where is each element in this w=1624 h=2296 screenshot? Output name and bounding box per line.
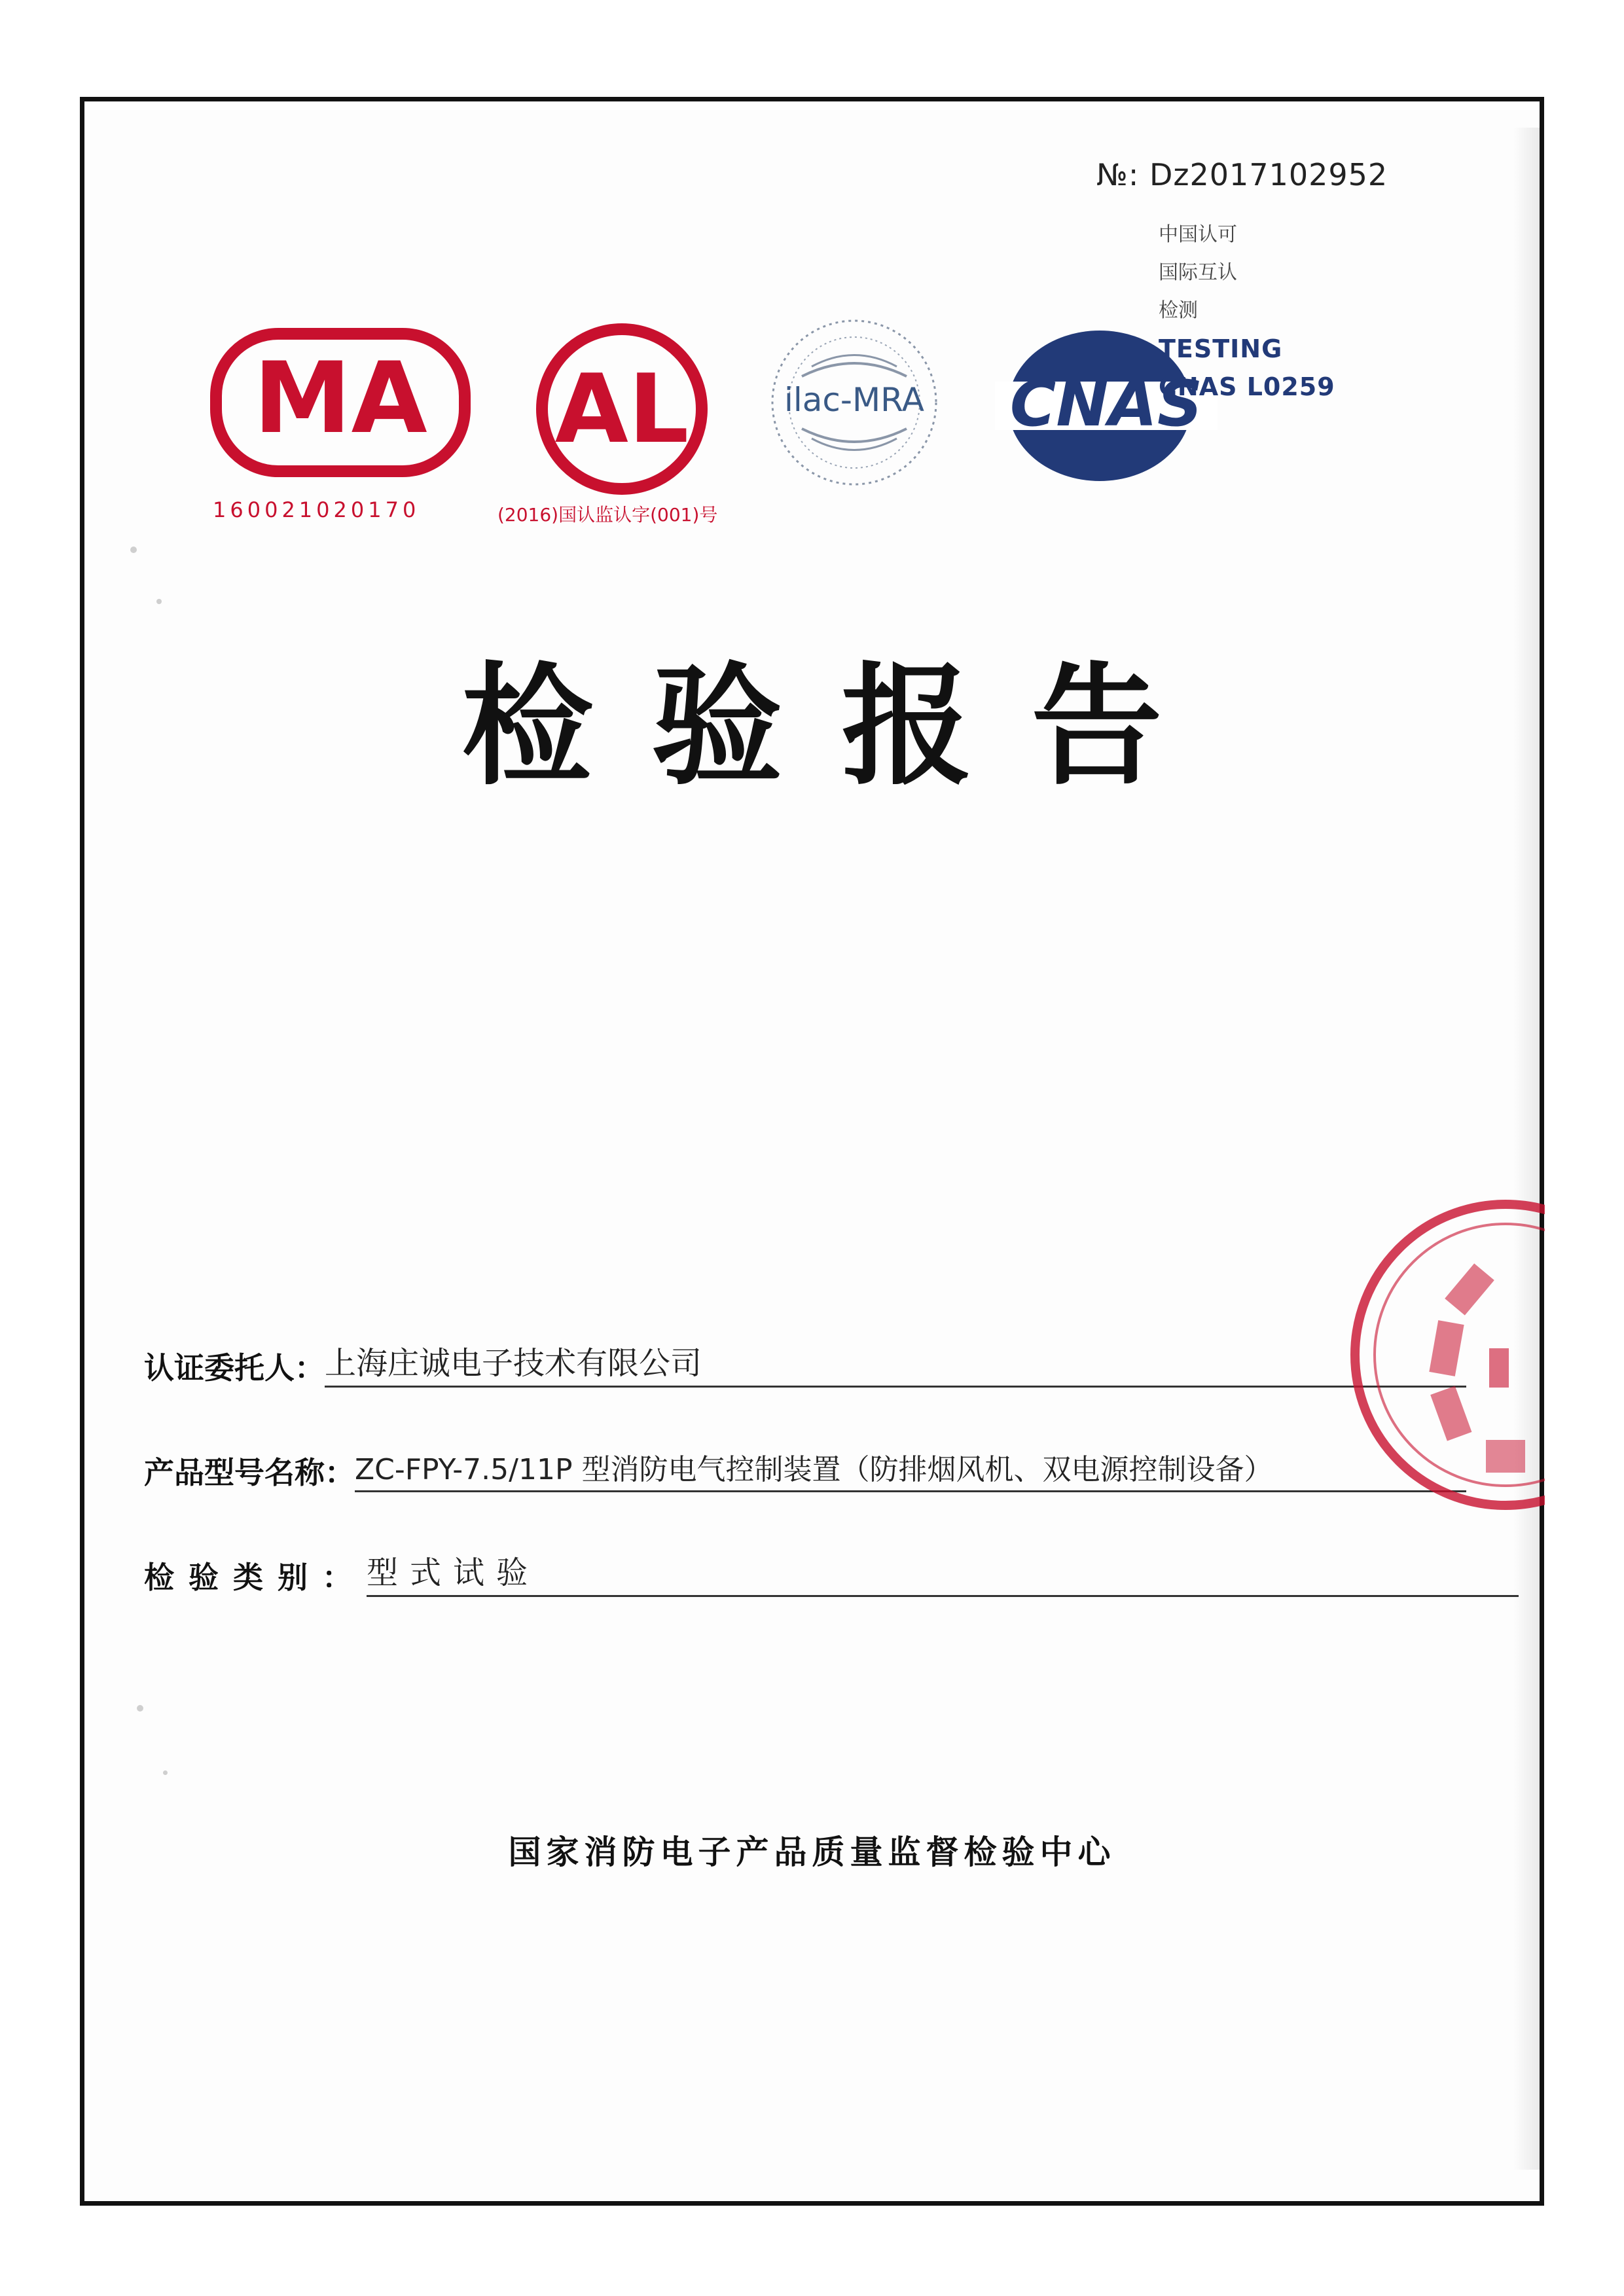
field-product-label: 产品型号名称： xyxy=(144,1455,355,1490)
cal-logo xyxy=(524,321,720,497)
cnas-line-3: 检测 xyxy=(1159,299,1198,322)
report-number: №: Dz2017102952 xyxy=(1096,157,1388,192)
official-seal xyxy=(1348,1185,1545,1528)
page-title: 检验报告 xyxy=(461,651,1221,803)
ilac-logo-text: ilac-MRA xyxy=(784,381,925,419)
field-client-value: 上海庄诚电子技术有限公司 xyxy=(325,1338,1466,1388)
cnas-line-1: 中国认可 xyxy=(1159,223,1237,246)
cnas-line-2: 国际互认 xyxy=(1159,261,1237,284)
scan-speck xyxy=(156,599,162,604)
field-inspection-type-value: 型式试验 xyxy=(367,1547,1519,1597)
ilac-mra-logo xyxy=(766,314,943,491)
cnas-logo-text: CNAS xyxy=(1009,367,1203,440)
field-product xyxy=(144,1440,1466,1492)
cnas-code: CNAS L0259 xyxy=(1159,372,1335,401)
field-client-label: 认证委托人： xyxy=(144,1350,325,1386)
issuing-organization: 国家消防电子产品质量监督检验中心 xyxy=(508,1833,1116,1871)
cal-logo-text: AL xyxy=(554,354,689,465)
scan-speck xyxy=(137,1705,143,1712)
cnas-testing: TESTING xyxy=(1159,334,1283,363)
field-client xyxy=(144,1335,1466,1388)
scan-speck xyxy=(130,547,137,553)
field-inspection-type-label: 检验类别： xyxy=(144,1560,367,1595)
cma-logo xyxy=(209,327,471,478)
cma-logo-text: MA xyxy=(253,342,427,456)
cnas-accreditation-text xyxy=(1159,216,1335,406)
field-inspection-type xyxy=(144,1545,1519,1597)
cal-caption: (2016)国认监认字(001)号 xyxy=(497,504,718,526)
field-product-value: ZC-FPY-7.5/11P 型消防电气控制装置（防排烟风机、双电源控制设备） xyxy=(355,1446,1466,1492)
scan-speck xyxy=(163,1770,168,1775)
cma-number: 160021020170 xyxy=(213,497,420,522)
